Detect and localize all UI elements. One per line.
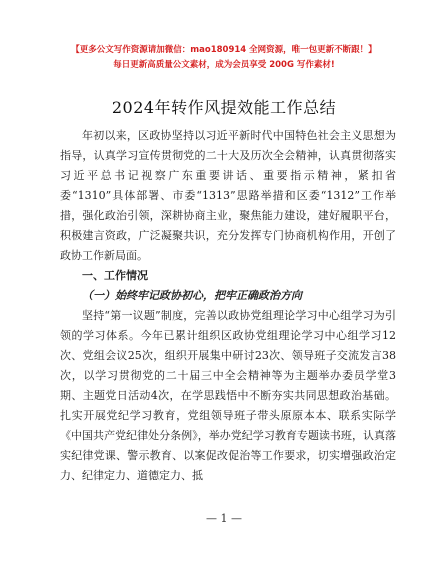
document-title: 2024年转作风提效能工作总结 <box>111 98 337 117</box>
document-body <box>60 126 396 486</box>
promo-banner-line2: 每日更新高质量公文素材，成为会员享受 200G 写作素材! <box>113 60 335 70</box>
body-paragraph: 坚持“第一议题”制度，完善以政协党组理论学习中心组学习为引领的学习体系。今年已累计组织区政协党组理论学习中心组学习12次、党组会议25次，组织开展集中研讨23次、领导班子交流发言38次，以学习贯彻党的二十届三中全会精神等为主题举办委员学堂3期、主题党日活动4次，在学思践悟中不断夯实共同思想政治基础。扎实开展党纪学习教育，党组领导班子带头原原本本、联系实际学《中国共产党纪律处分条例》，举办党纪学习教育专题读书班，认真落实纪律党课、警示教育、以案促改促治等工作要求，切实增强政治定力、纪律定力、道德定力、抵 <box>60 309 396 482</box>
subsection-heading: （一）始终牢记政协初心，把牢正确政治方向 <box>82 289 302 302</box>
section-heading: 一、工作情况 <box>82 269 148 282</box>
intro-paragraph: 年初以来，区政协坚持以习近平新时代中国特色社会主义思想为指导，认真学习宣传贯彻党的二十大及历次全会精神，认真贯彻落实习近平总书记视察广东重要讲话、重要指示精神，紧扣省委“1310”具体部署、市委“1313”思路举措和区委“1312”工作举措，强化政治引领，深耕协商主业，聚焦能力建设，建好履职平台，积极建言资政，广泛凝聚共识，充分发挥专门协商机构作用，开创了政协工作新局面。 <box>60 129 396 262</box>
page-number: — 1 — <box>206 512 242 525</box>
promo-banner-line1: 【更多公文写作资源请加微信：mao180914 全网资源，唯一包更新不断跟！】 <box>71 45 377 55</box>
